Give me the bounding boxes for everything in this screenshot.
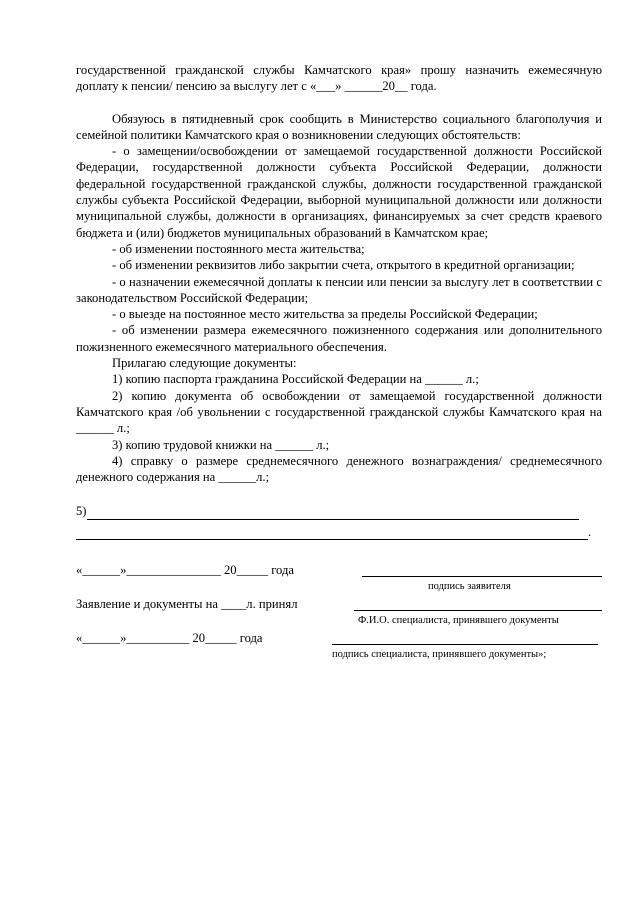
spacer — [76, 540, 602, 562]
intro-paragraph: государственной гражданской службы Камчатского края» прошу назначить ежемесячную доплату к пенсии/ пенсию за выслугу лет с «___» ______20__ года. — [76, 63, 602, 94]
receiver-name-block — [76, 596, 602, 630]
item-5-row — [76, 503, 602, 519]
receiver-signature-caption: подпись специалиста, принявшего документы»; — [332, 649, 547, 661]
document-page — [76, 62, 602, 664]
receiver-signature-line[interactable] — [332, 630, 598, 645]
obligation-paragraph: Обязуюсь в пятидневный срок сообщить в Министерство социального благополучия и семейной политики Камчатского края о возникновении следующих обстоятельств: — [76, 111, 602, 142]
obligation-item: - об изменении размера ежемесячного пожизненного содержания или дополнительного пожизненного ежемесячного материального обеспечения. — [76, 323, 602, 354]
applicant-signature-block — [76, 562, 602, 596]
applicant-date[interactable]: «______»_______________ 20_____ года — [76, 563, 294, 578]
receiver-signature-block — [76, 630, 602, 664]
receiver-date[interactable]: «______»__________ 20_____ года — [76, 631, 263, 646]
obligation-item: - об изменении реквизитов либо закрытии счета, открытого в кредитной организации; — [112, 258, 575, 273]
spacer — [76, 95, 602, 111]
obligation-item: - о выезде на постоянное место жительства за пределы Российской Федерации; — [112, 307, 538, 322]
applicant-signature-caption: подпись заявителя — [428, 581, 511, 593]
obligation-item: - о замещении/освобождении от замещаемой государственной должности Российской Федерации, государственной должности субъекта Российской Федерации, должности федеральной государственной гражданской службы, должности государственной гражданской службы субъекта Российской Федерации, выборной муниципальной должности или должности муниципальной службы, должности в организациях, финансируемых за счет средств краевого бюджета и (или) бюджетов муниципальных образований в Камчатском крае; — [76, 144, 602, 240]
applicant-signature-line[interactable] — [362, 562, 602, 577]
item-5-blank-line-2[interactable] — [76, 527, 588, 540]
spacer — [76, 485, 602, 499]
obligation-item: - об изменении постоянного места жительства; — [112, 241, 365, 256]
item-5-label: 5) — [76, 504, 87, 519]
item-5-continuation — [76, 524, 602, 540]
attachments-heading: Прилагаю следующие документы: — [112, 356, 297, 371]
attachment-item: 4) справку о размере среднемесячного денежного вознаграждения/ среднемесячного денежного содержания на ______л.; — [76, 453, 602, 485]
attachment-item: 2) копию документа об освобождении от замещаемой государственной должности Камчатского края /об увольнении с государственной гражданской службы Камчатского края на ______ л.; — [76, 388, 602, 436]
receiver-name-line[interactable] — [354, 596, 602, 611]
item-5-end: . — [588, 524, 592, 539]
item-5-blank-line[interactable] — [87, 507, 579, 520]
attachment-item: 1) копию паспорта гражданина Российской Федерации на ______ л.; — [112, 372, 479, 387]
receiver-statement: Заявление и документы на ____л. принял — [76, 597, 298, 612]
attachment-item: 3) копию трудовой книжки на ______ л.; — [112, 437, 330, 452]
receiver-name-caption: Ф.И.О. специалиста, принявшего документы — [358, 615, 559, 627]
obligation-item: - о назначении ежемесячной доплаты к пенсии или пенсии за выслугу лет в соответствии с законодательством Российской Федерации; — [76, 274, 602, 305]
